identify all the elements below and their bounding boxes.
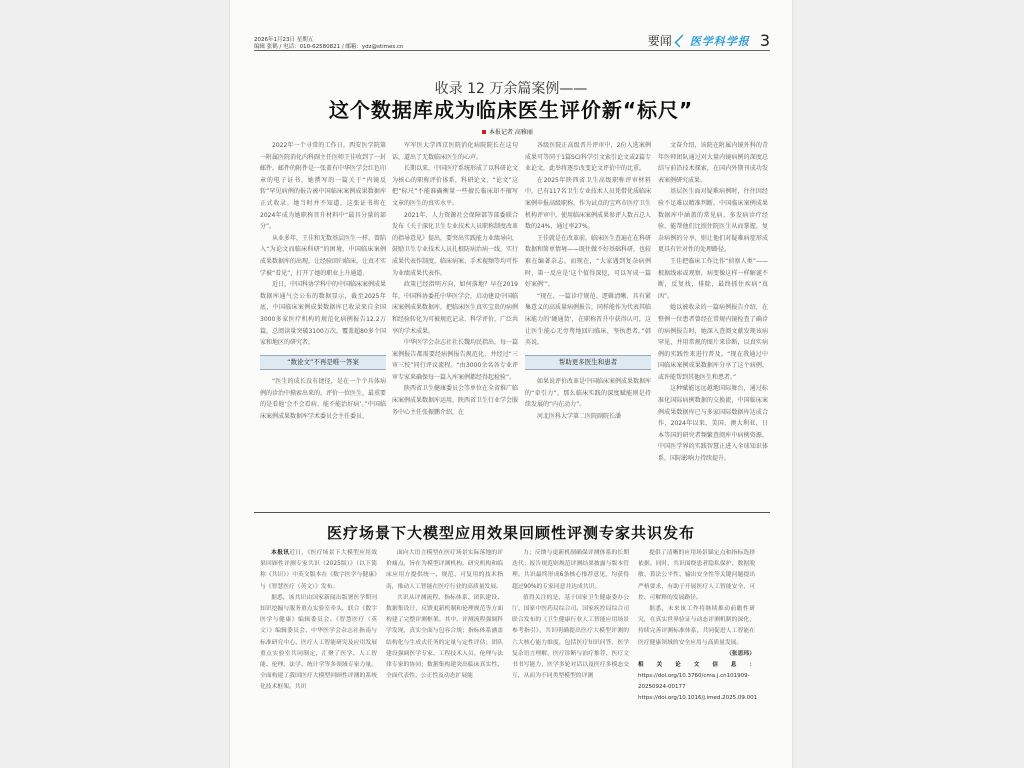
section-label: 要闻 bbox=[647, 34, 672, 48]
paragraph: 在2025年陕西省卫生高级职称评审材料中，已有117名卫生专业技术人员凭借优质临床案例申报高级职称，作为试点的宝鸡市医疗卫生机构评审中，使用临床案例成果参评人数占总人数的24%，通过率27%。 bbox=[525, 176, 652, 231]
article2-references bbox=[638, 660, 758, 704]
article2-column-4 bbox=[638, 548, 758, 704]
paragraph: 从业多年，王佳和无数基层医生一样，曾陷入“为论文而临床科研”的困境，中国临床案例成果数据库的出现，让经验回归临床，让真才实学被“看见”，打开了她的职业上升通道。 bbox=[260, 234, 387, 277]
article2-column-1 bbox=[260, 548, 377, 694]
article1-column-2 bbox=[392, 140, 518, 418]
newspaper-page bbox=[230, 0, 792, 768]
byline-bullet-icon bbox=[482, 130, 486, 134]
paragraph: 2022年一个寻常的工作日，西安医学院第一附属医院消化内科副主任医师王佳收到了一封邮件。邮件的附件是一张盖有中华医学会红色印章的电子证书，她撰写的一篇关于“内镜反转”罕见病例的报告被中国临床案例成果数据库正式收录。她当时并不知道，这张证书将在2024年成为她职称晋升材料中“最具分量的部分”。 bbox=[260, 142, 387, 231]
paragraph: 基层医生面对疑难病例时，往往因经验不足难以精准判断。中国临床案例成果数据库中涵盖的常见病、多发病诊疗经验，能帮他们比照住院医生从而掌握，复杂病例的分享，则让他们对疑难病症形成更具有针对性的处理路径。 bbox=[658, 188, 768, 254]
paragraph: 她以被收录的一篇病例报告介绍，在整例一位患者曾经在常规内镜检查了确诊的病例报告时，她深入查阅文献发现该病罕见，并用常规的图片来诊断，以真实病例的实践性来进行普及。“现在我通过中国临床案例成果数据库分享了这个病例，或许能帮到其他医生和患者。” bbox=[658, 304, 768, 381]
paragraph: 2021年，人力资源社会保障部等部委联合发布《关于深化卫生专业技术人员职称制度改革的指导意见》提出，要突出实践能力业绩导向，鼓励卫生专业技术人员扎根防病治病一线，实行成果代表作制度，临床病案、手术视频等均可作为业绩成果代表作。 bbox=[392, 211, 519, 277]
paragraph: 据悉，该共识由国家新闻出版署医学期刊知识挖掘与服务重点实验室牵头，联合《数字医学与健康》编辑委员会、《智慧医疗（英文）》编辑委员会、中华医学会杂志社指南与标准研究中心、医疗人工智能研究及应用发展重点实验室共同制定，汇聚了医学、人工智能、伦理、法学、统计学等多领域专家力量。全面构建了我国医疗大模型回顾性评测的系统化技术框架。共识 bbox=[260, 594, 377, 691]
paragraph: 值得关注的是，基于国家卫生健康委办公厅、国家中医药局综合司、国家疾控局综合司联合发布的《卫生健康行业人工智能应用场景参考指引》，共识明确提出医疗大模型评测的六大核心能力维度，包括医疗知识问答、医学复杂语言理解、医疗诊断与治疗推荐、医疗文书书写能力、医学多轮对话以及医疗多模态交互，从而为不同类型模型的评测 bbox=[512, 594, 629, 680]
article2-title: 医疗场景下大模型应用效果回顾性评测专家共识发布 bbox=[326, 524, 695, 542]
paragraph: 提供了清晰的应用场景锚定点和指标选择依据。同时，共识围绕患者隐私保护、数据脱敏、算法公平性、输出安全性等关键问题提出严格要求，有助于开展医疗人工智能安全、可控、可解释的发展路径。 bbox=[638, 550, 755, 601]
right-backdrop bbox=[792, 0, 1024, 768]
paragraph: 力；反馈与更新机制确保评测体系的长期迭代；报告规范则规范评测结果披露与版本管理。共识最终形成6条核心推荐意见，均获得超过90%的专家同意并达成共识。 bbox=[512, 550, 629, 590]
paragraph: 长期以来，中国医疗系统形成了以科研论文为核心的职称评价体系，科研论文、“论文”这把“标尺”不能准确衡量一些擅长临床却不擅写文章的医生的真实水平。 bbox=[392, 165, 519, 207]
subheading-help: 帮助更多医生和患者 bbox=[525, 355, 651, 371]
article1-column-3 bbox=[525, 140, 651, 423]
refs-label: 相关论文信息： bbox=[638, 662, 755, 669]
paragraph: 中华医学会杂志社社长魏均民指出，每一篇案例报告都需要经病例报告规范化，并经过“三审三校”同行评议流程。“由3000余名各专业评审专家来确保每一篇入库案例都经得起检验”。 bbox=[392, 339, 519, 381]
paragraph: 面向大语言模型在医疗场景实际落地的评价痛点，旨在为模型评测机构、研究机构和临床应用方提供统一、规范、可复用的技术指南，推动人工智能在医疗行业的高质量发展。 bbox=[386, 550, 503, 590]
paragraph: 王佳就是在改革前，临床医生查遍在在科研数据和简单情境——既往做不好基础科研，也较难在编著杂志。而现在，“大家遇到复杂病例时，第一反应是‘这个值得深挖，可以写成一篇好案例’”。 bbox=[525, 234, 652, 289]
subheading-papers: “数论文”不再是唯一答案 bbox=[260, 355, 386, 371]
lead-tag: 本报讯 bbox=[271, 550, 290, 556]
paragraph-text: 近日，《医疗场景下大模型应用效果回顾性评测专家共识（2025版）》（以下简称《共识》）中英文版本在《数字医学与健康》与《智慧医疗（英文）》发布。 bbox=[260, 550, 377, 590]
article1-byline bbox=[482, 127, 533, 136]
header-meta bbox=[254, 37, 403, 51]
article1-column-1 bbox=[260, 140, 386, 423]
paragraph: 河北医科大学第二医院副院长潘 bbox=[537, 413, 622, 421]
article2-column-2 bbox=[386, 548, 503, 682]
page-number: 3 bbox=[759, 31, 770, 50]
chevron-left-icon bbox=[674, 34, 687, 47]
paragraph: 军军医大学西京医院消化病院院长在这句话，道出了无数临床医生的心声。 bbox=[392, 142, 518, 161]
paragraph: 近日，中国科协学科中的中国临床案例成果数据库通气会公布的数据显示，截至2025年底，中国临床案例成果数据库已收录来自全国3000多家医疗机构的规范化病例报告12.2万篇，总阅读量突破3100万次，覆盖超80多个国家和地区的研究者。 bbox=[260, 281, 387, 347]
left-backdrop bbox=[0, 0, 230, 768]
paragraph: 各级医院正高级晋升评审中，2份入选案例成果可等同于1篇SCI科学引文索引论文或2篇专业论文，此举将逐步改变论文评价中的比重。 bbox=[525, 142, 651, 173]
paragraph: 政策已经指明方向，如何落地？早在2019年，中国科协委托中华医学会，启动建设中国临床案例成果数据库，把临床医生真实宝贵的病例和经验转化为可被规范记录、科学评价、广泛共享的学术成果。 bbox=[392, 281, 519, 335]
paragraph: “医生的成长没有捷径，是在一个个具体病例的诊治中摸索出来的。评价一位医生，最重要的是看他‘会不会看病、能不能治好病’。”中国临床案例成果数据库学术委员会主任委员、 bbox=[260, 378, 387, 421]
article1-title: 这个数据库成为临床医生评价新“标尺” bbox=[328, 98, 694, 122]
article-divider bbox=[254, 512, 770, 513]
paragraph: 共识从评测流程、指标体系、团队建设、数据集设计，反馈更新机制和伦理规范等方面构建了完整评测框架。其中，评测流程强调科学发现，真实全面与包容合规；指标体系涵盖结构化与生成式任务的定量与定性评估；团队建设强调医学专家、工程技术人员、伦理与法律专家的协同；数据集构建突出临床真实性、全面代表性、公正性及动态扩展能 bbox=[386, 594, 503, 680]
paragraph: 据悉，未来该工作将继续推动前瞻性研究，在真实世界验证与动态评测机制的深化，持续完善评测标准体系，共同促进人工智能在医疗健康领域的安全应用与高质量发展。 bbox=[638, 606, 755, 646]
paragraph: 王佳把临床工作比作“侦察人类”——根据线索或观察，病变像这样一样解谜不断，反复找，排除，最终抓住疾病“真凶”。 bbox=[658, 257, 768, 300]
paragraph: 这种赋能远远越地国际舞台，通过标准化国际病例数据的交换流，中国临床案例成果数据库已与多家国际数据库达成合作，2024年以来，美国、澳大利亚、日本等国的研究者频繁查阅库中病例资源，中国医学界的实践智慧正进入全球知识体系，国际影响力持续提升。 bbox=[658, 385, 768, 463]
paper-logo: 医学科学报 bbox=[689, 34, 750, 48]
header-rule bbox=[254, 50, 770, 51]
header-editor: 编辑 张鹤 / 电话：010-62580821 / 邮箱：ydz@stimes.cn bbox=[254, 44, 404, 50]
paragraph: 陕西省卫生健康委员会等单位在全省推广临床案例成果数据库运用，陕西省卫生行业学会服务中心主任张振鹏介绍，在 bbox=[392, 385, 519, 416]
paragraph bbox=[260, 548, 377, 593]
header-date: 2026年1月23日 星期五 bbox=[254, 37, 314, 43]
paragraph: 文奋介绍，该院在附属内镜外科的青年医师团队通过对大量内镜病例的深度总结与前沿技术探索，在国内外期刊成功发表案例研究成果。 bbox=[658, 142, 768, 184]
article1-column-4 bbox=[658, 140, 768, 465]
article1-kicker: 收录 12 万余篇案例—— bbox=[434, 81, 588, 97]
refs-links: https://doi.org/10.3760/cma.j.cn101909-20250924-00177 https://doi.org/10.1016/j.imed.2025.09.001 bbox=[638, 673, 758, 702]
paragraph: 如果说评价改革是中国临床案例成果数据库的“牵引力”，那么临床实践的深度赋能则是持续发展的“内在动力”。 bbox=[525, 378, 652, 409]
article2-author: （张思玮） bbox=[726, 650, 755, 657]
header-masthead bbox=[648, 31, 770, 50]
paragraph: “现在，一篇诊疗规范、逻辑清晰、具有紧集意义的高质量病例报告，同样能作为代表其临床能力的‘硬通货’，在职称晋升中获得认可，这让医生能心无旁骛地回归临床，坚执患者。”韩英说。 bbox=[525, 292, 652, 347]
byline-text: 本报记者 高雅丽 bbox=[489, 129, 533, 136]
article2-column-3 bbox=[512, 548, 629, 682]
